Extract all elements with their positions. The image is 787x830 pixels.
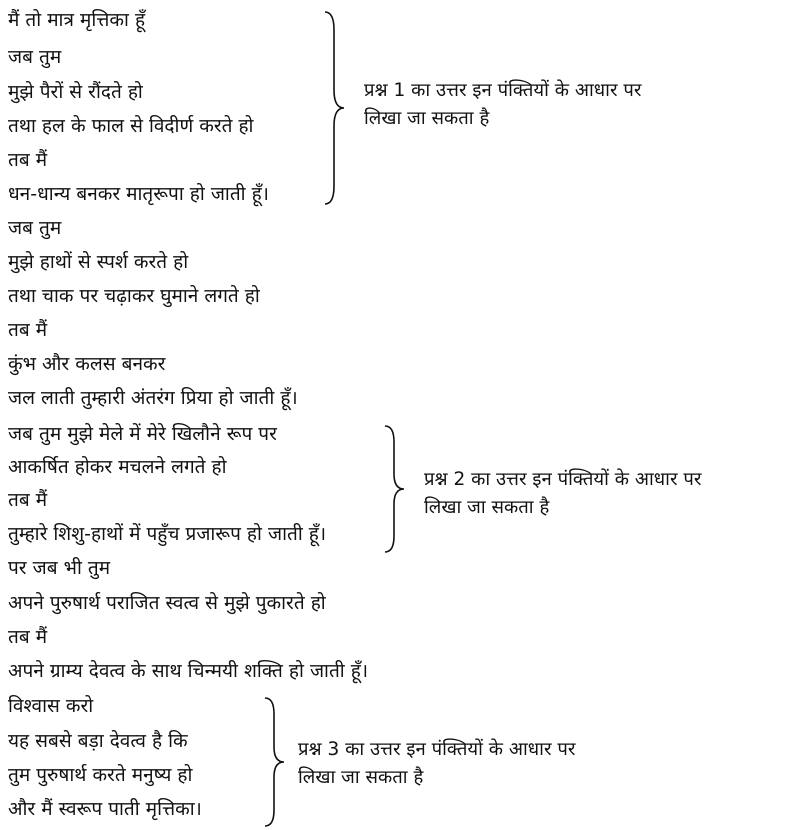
- note-line: प्रश्न 1 का उत्तर इन पंक्तियों के आधार पर: [364, 80, 642, 101]
- poem-line: तब मैं: [8, 149, 48, 171]
- poem-line: तुम पुरुषार्थ करते मनुष्य हो: [8, 764, 193, 786]
- right-curly-brace: [262, 696, 288, 828]
- note-line: प्रश्न 2 का उत्तर इन पंक्तियों के आधार पर: [424, 469, 702, 490]
- poem-line: तुम्हारे शिशु-हाथों में पहुँच प्रजारूप हो जाती हूँ।: [8, 523, 327, 545]
- answer-note-1: [364, 77, 641, 133]
- poem-line: जब तुम: [8, 217, 62, 239]
- poem-line: तब मैं: [8, 319, 48, 341]
- poem-line: और मैं स्वरूप पाती मृत्तिका।: [8, 798, 202, 820]
- poem-line: मुझे हाथों से स्पर्श करते हो: [8, 251, 189, 273]
- poem-line: जब तुम मुझे मेले में मेरे खिलौने रूप पर: [8, 423, 277, 445]
- poem-line: मैं तो मात्र मृत्तिका हूँ: [8, 9, 146, 31]
- poem-line: जल लाती तुम्हारी अंतरंग प्रिया हो जाती हूँ।: [8, 387, 298, 409]
- poem-line: अपने पुरुषार्थ पराजित स्वत्व से मुझे पुकारते हो: [8, 592, 326, 614]
- answer-note-2: [424, 466, 701, 522]
- poem-line: कुंभ और कलस बनकर: [8, 353, 166, 375]
- right-curly-brace: [322, 10, 348, 206]
- poem-line: जब तुम: [8, 46, 62, 68]
- right-curly-brace: [382, 424, 408, 554]
- note-line: प्रश्न 3 का उत्तर इन पंक्तियों के आधार पर: [298, 739, 576, 760]
- poem-line: तथा चाक पर चढ़ाकर घुमाने लगते हो: [8, 285, 260, 307]
- note-line: लिखा जा सकता है: [364, 108, 490, 129]
- note-line: लिखा जा सकता है: [424, 497, 550, 518]
- poem-line: तथा हल के फाल से विदीर्ण करते हो: [8, 115, 254, 137]
- poem-line: मुझे पैरों से रौंदते हो: [8, 81, 143, 103]
- poem-line: यह सबसे बड़ा देवत्व है कि: [8, 730, 188, 752]
- poem-line: तब मैं: [8, 489, 48, 511]
- answer-note-3: [298, 736, 575, 792]
- poem-line: अपने ग्राम्य देवत्व के साथ चिन्मयी शक्ति हो जाती हूँ।: [8, 660, 369, 682]
- note-line: लिखा जा सकता है: [298, 767, 424, 788]
- poem-line: धन-धान्य बनकर मातृरूपा हो जाती हूँ।: [8, 183, 269, 205]
- poem-line: आकर्षित होकर मचलने लगते हो: [8, 456, 227, 478]
- poem-line: पर जब भी तुम: [8, 557, 111, 579]
- poem-line: विश्वास करो: [8, 695, 94, 717]
- poem-line: तब मैं: [8, 626, 48, 648]
